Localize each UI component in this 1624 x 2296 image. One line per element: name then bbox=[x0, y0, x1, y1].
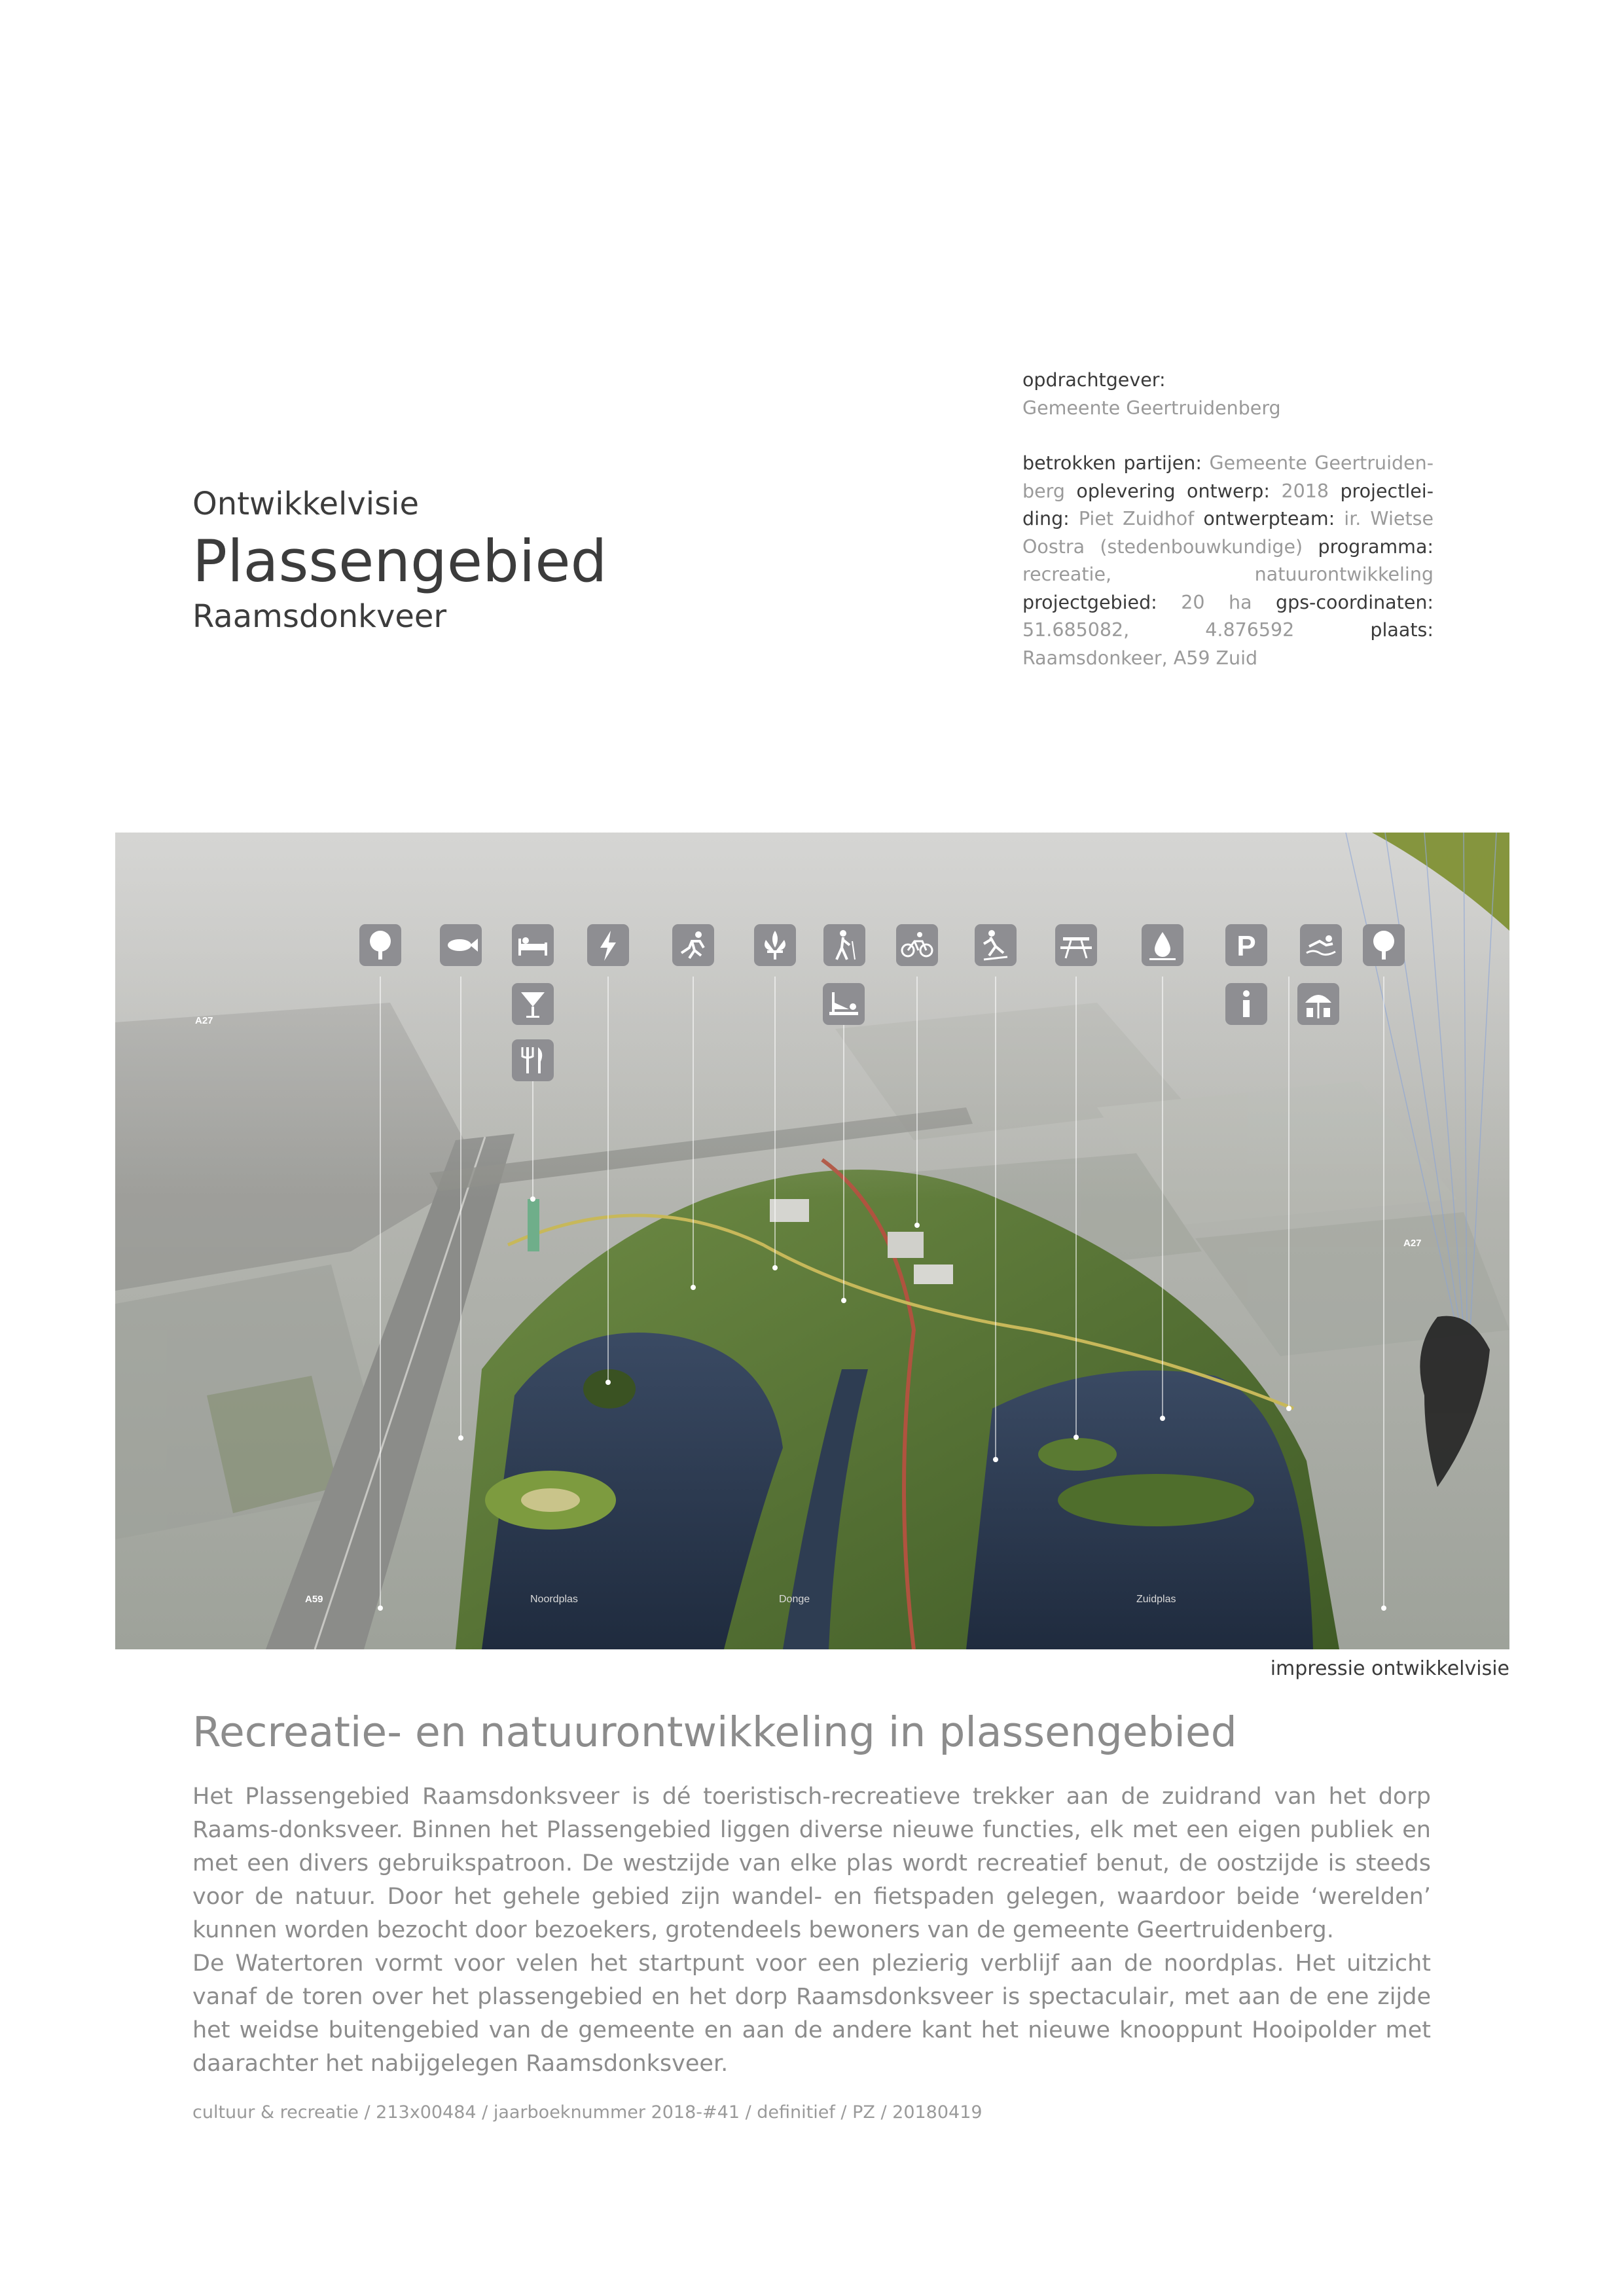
picnic-table-icon bbox=[1055, 924, 1097, 966]
parties-value: Gemeente Geertruiden-berg bbox=[1022, 452, 1434, 502]
tree-icon bbox=[359, 924, 401, 966]
gps-label: gps-coordinaten: bbox=[1276, 591, 1434, 613]
swimmer-icon bbox=[1300, 924, 1342, 966]
water-tower bbox=[528, 1199, 539, 1251]
label-a27-left: A27 bbox=[195, 1015, 213, 1026]
info-icon bbox=[1225, 983, 1267, 1025]
bolt-icon bbox=[587, 924, 629, 966]
project-info bbox=[1022, 367, 1434, 672]
area-value: 20 ha bbox=[1181, 591, 1252, 613]
subtitle-top: Ontwikkelvisie bbox=[192, 486, 419, 522]
parties-label: betrokken partijen: bbox=[1022, 452, 1202, 474]
page-title: Plassengebied bbox=[192, 528, 607, 595]
svg-text:P: P bbox=[1236, 930, 1256, 962]
photo-caption: impressie ontwikkelvisie bbox=[1270, 1657, 1509, 1680]
article-paragraph-1: Het Plassengebied Raamsdonksveer is dé toeristisch-recreatieve trekker aan de zuidrand van het dorp Raams-donksveer. Binnen het Plassengebied liggen diverse nieuwe functies, elk met een eigen publiek en met een divers gebruikspatroon. De westzijde van elke plas wordt recreatief benut, de oostzijde is steeds voor de natuur. Door het gehele gebied zijn wandel- en fietspaden gelegen, waardoor beide ‘werelden’ kunnen worden bezocht door bezoekers, grotendeels bewoners van de gemeente Geertruidenberg. bbox=[192, 1784, 1431, 1943]
lead-value: Piet Zuidhof bbox=[1078, 508, 1195, 529]
beach-umbrella-icon bbox=[1297, 983, 1339, 1025]
footer-meta: cultuur & recreatie / 213x00484 / jaarboeknummer 2018-#41 / definitief / PZ / 20180419 bbox=[192, 2102, 983, 2123]
aerial-impression bbox=[115, 833, 1509, 1649]
team-value: ir. Wietse Oostra (stedenbouwkundige) bbox=[1022, 508, 1434, 558]
label-noordplas: Noordplas bbox=[530, 1594, 578, 1605]
program-value: recreatie, natuurontwikkeling bbox=[1022, 564, 1434, 585]
subtitle-bottom: Raamsdonkveer bbox=[192, 598, 447, 635]
article-heading: Recreatie- en natuurontwikkeling in plassengebied bbox=[192, 1708, 1237, 1756]
cocktail-icon bbox=[512, 983, 554, 1025]
tree-icon bbox=[1363, 924, 1405, 966]
runner-icon bbox=[672, 924, 714, 966]
team-label: ontwerpteam: bbox=[1203, 508, 1335, 529]
area-label: projectgebied: bbox=[1022, 591, 1157, 613]
delivery-label: oplevering ontwerp: bbox=[1076, 480, 1270, 502]
client-label: opdrachtgever: bbox=[1022, 369, 1166, 391]
delivery-value: 2018 bbox=[1281, 480, 1329, 502]
article-paragraph-2: De Watertoren vormt voor velen het startpunt voor een plezierig verblijf aan de noordplas. Het uitzicht vanaf de toren over het plassengebied en het dorp Raamsdonksveer is spectaculair, met aan de ene zijde het weidse buitengebied van de gemeente en aan de andere kant het nieuwe knooppunt Hooipolder met daarachter het nabijgelegen Raamsdonksveer. bbox=[192, 1950, 1431, 2077]
hiker-icon bbox=[823, 924, 865, 966]
label-a27-right: A27 bbox=[1403, 1238, 1422, 1249]
fleur-de-lis-icon bbox=[754, 924, 796, 966]
label-zuidplas: Zuidplas bbox=[1136, 1594, 1176, 1605]
program-label: programma: bbox=[1318, 535, 1434, 558]
parking-icon bbox=[1225, 924, 1267, 966]
boat-ramp-icon bbox=[823, 983, 865, 1025]
skater-icon bbox=[975, 924, 1017, 966]
fish-icon bbox=[440, 924, 482, 966]
bed-icon bbox=[512, 924, 554, 966]
client-value: Gemeente Geertruidenberg bbox=[1022, 397, 1281, 419]
gps-value: 51.685082, 4.876592 bbox=[1022, 619, 1295, 641]
bicycle-icon bbox=[896, 924, 938, 966]
place-value: Raamsdonkeer, A59 Zuid bbox=[1022, 647, 1258, 669]
article-body bbox=[192, 1780, 1431, 2081]
water-drop-icon bbox=[1142, 924, 1183, 966]
lead-label: projectlei-ding: bbox=[1022, 480, 1434, 529]
label-donge: Donge bbox=[779, 1594, 810, 1605]
place-label: plaats: bbox=[1370, 619, 1434, 641]
label-a59: A59 bbox=[305, 1594, 323, 1605]
title-block bbox=[192, 482, 782, 639]
fork-knife-icon bbox=[512, 1039, 554, 1081]
